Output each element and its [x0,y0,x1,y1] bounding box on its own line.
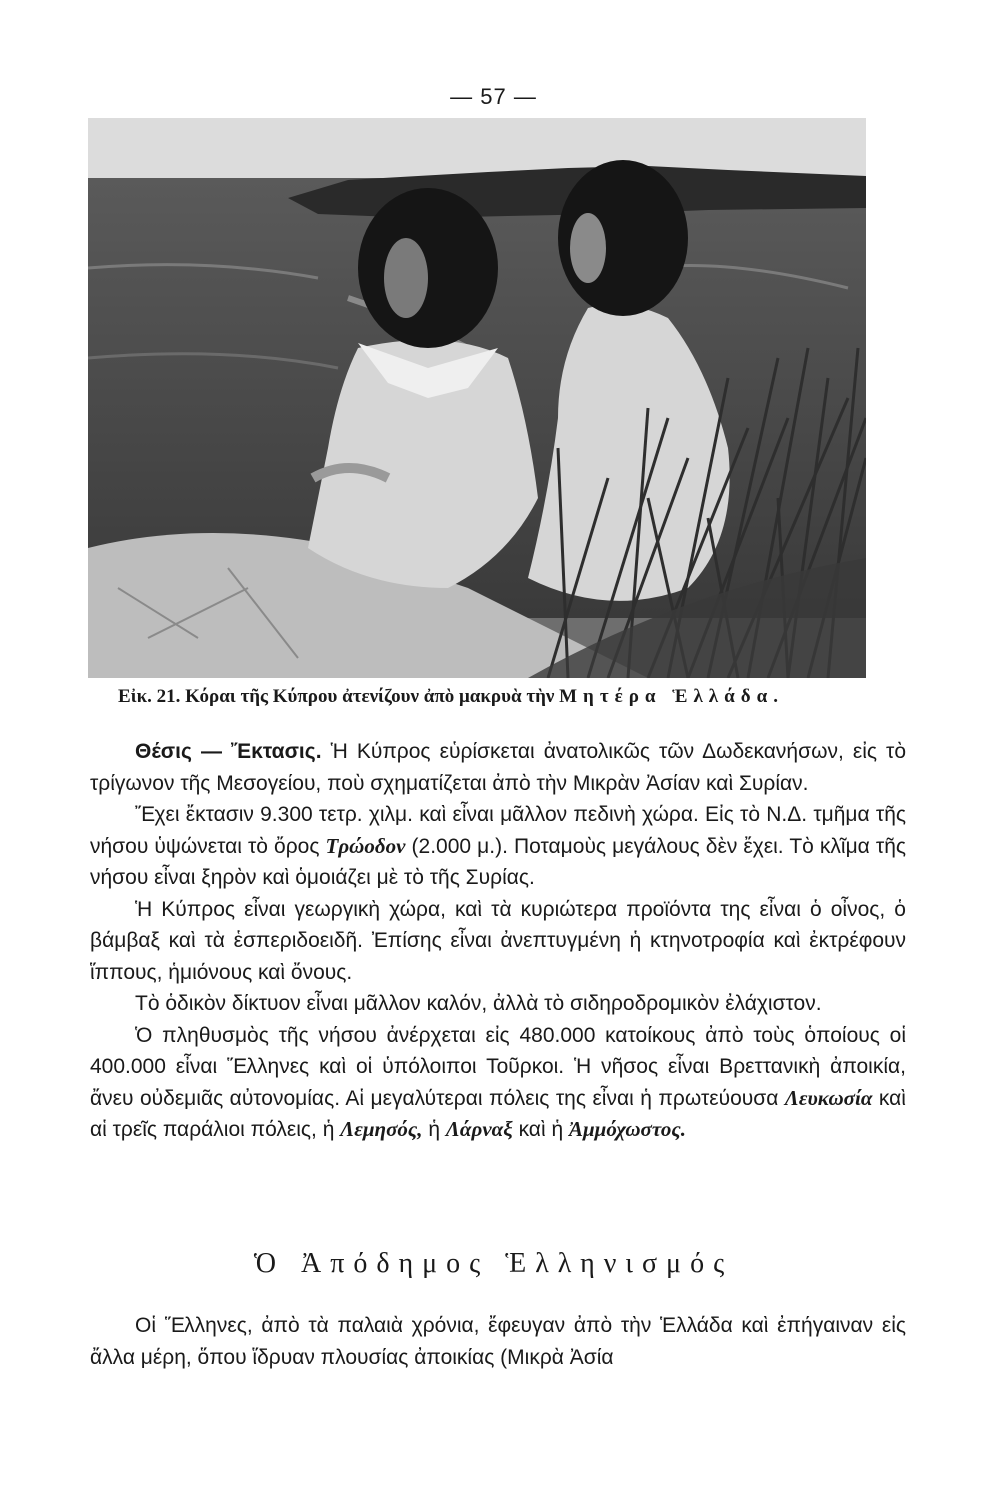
paragraph-text: ἡ [428,1118,441,1141]
city-name: Ἀμμόχωστος. [568,1117,686,1141]
paragraph-position [90,736,906,799]
photo-illustration [88,118,866,678]
city-name: Λάρναξ [445,1117,513,1141]
paragraph-area [90,799,906,894]
diaspora-section [90,1310,906,1373]
paragraph-text: (2.000 μ.). Ποταμοὺς μεγάλους δὲν ἔχει. Τὸ κλῖμα τῆς νήσου εἶναι ξηρὸν καὶ ὁμοιάζει μὲ τὸ τῆς Συρίας. [90,834,906,889]
section-title: Ὁ Ἀπόδημος Ἑλληνισμός [253,1248,734,1279]
caption-text: Εἰκ. 21. Κόραι τῆς Κύπρου ἀτενίζουν ἀπὸ μακρυὰ τὴν [118,686,555,707]
paragraph-text: Ἡ Κύπρος εὑρίσκεται ἀνατολικῶς τῶν Δωδεκανήσων, εἰς τὸ τρίγωνον τῆς Μεσογείου, ποὺ σχηματίζεται ἀπὸ τὴν Μικρὰν Ἀσίαν καὶ Συρίαν. [90,740,906,795]
figure-caption [118,686,878,708]
paragraph-economy: Ἡ Κύπρος εἶναι γεωργικὴ χώρα, καὶ τὰ κυριώτερα προϊόντα της εἶναι ὁ οἶνος, ὁ βάμβαξ καὶ τὰ ἑσπεριδοειδῆ. Ἐπίσης εἶναι ἀνεπτυγμένη ἡ κτηνοτροφία καὶ ἐκτρέφουν ἵππους, ἡμιόνους καὶ ὄνους. [90,897,906,984]
paragraph-text: Ἔχει ἔκτασιν 9.300 τετρ. χιλμ. καὶ εἶναι μᾶλλον πεδινὴ χώρα. Εἰς τὸ Ν.Δ. τμῆμα τῆς νήσου ὑψώνεται τὸ ὄρος [90,803,906,858]
paragraph-text: Ὁ πληθυσμὸς τῆς νήσου ἀνέρχεται εἰς 480.000 κατοίκους ἀπὸ τοὺς ὁποίους οἱ 400.000 εἶναι Ἕλληνες καὶ οἱ ὑπόλοιποι Τοῦρκοι. Ἡ νῆσος εἶναι Βρεττανικὴ ἀποικία, ἄνευ οὐδεμιᾶς αὐτονομίας. Αἱ μεγαλύτεραι πόλεις της εἶναι ἡ πρωτεύουσα [90,1023,906,1110]
cyprus-section [90,736,906,1146]
paragraph-text: καὶ αἱ τρεῖς παράλιοι πόλεις, ἡ [90,1086,906,1141]
paragraph-diaspora: Οἱ Ἕλληνες, ἀπὸ τὰ παλαιὰ χρόνια, ἔφευγαν ἀπὸ τὴν Ἑλλάδα καὶ ἐπήγαιναν εἰς ἄλλα μέρη, ὅπου ἵδρυαν πλουσίας ἀποικίας (Μικρὰ Ἀσία [90,1314,906,1369]
mountain-name: Τρώοδον [325,833,406,858]
city-name: Λεμησός, [340,1117,423,1141]
inline-heading: Θέσις — Ἔκτασις. [135,740,322,763]
paragraph-text: καὶ ἡ [518,1118,564,1141]
city-name: Λευκωσία [784,1085,873,1110]
paragraph-population [90,1020,906,1146]
caption-spaced-text: Μητέρα Ἑλλάδα. [559,686,784,707]
paragraph-roads: Τὸ ὁδικὸν δίκτυον εἶναι μᾶλλον καλόν, ἀλλὰ τὸ σιδηροδρομικὸν ἐλάχιστον. [135,992,822,1015]
page-number: — 57 — [450,84,537,109]
photograph [88,118,866,678]
